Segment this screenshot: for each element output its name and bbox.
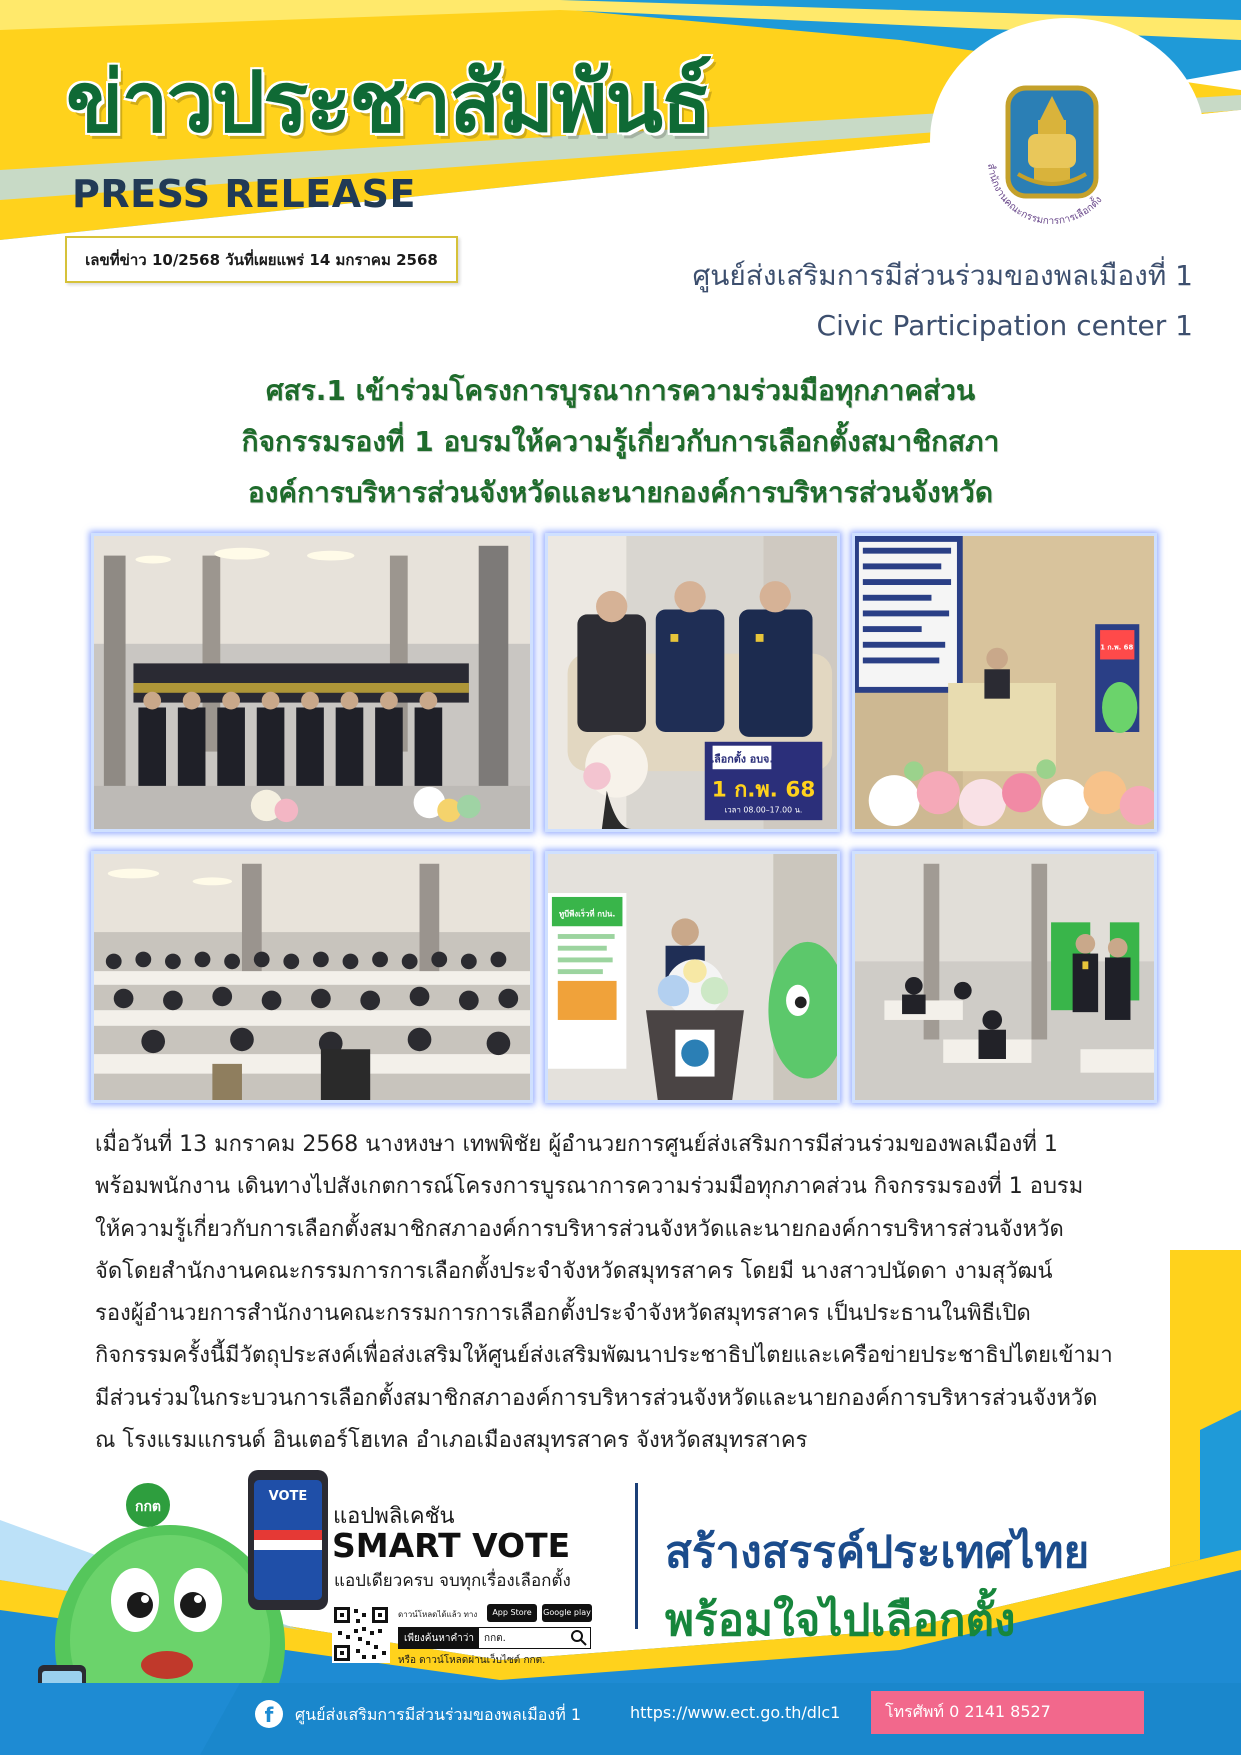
search-icon [570,1629,588,1647]
qr-code[interactable] [332,1605,390,1663]
body-line-2: พร้อมพนักงาน เดินทางไปสังเกตการณ์โครงการบูรณาการความร่วมมือทุกภาคส่วน กิจกรรมรองที่ 1 อบรม [95,1174,1084,1200]
photo-speaker-podium [852,533,1157,832]
phone-number: โทรศัพท์ 0 2141 8527 [885,1702,1051,1721]
phone-screen-text: VOTE [268,1489,308,1504]
app-store-badge[interactable]: App Store [487,1604,537,1622]
press-release-subtitle: PRESS RELEASE [72,172,416,216]
body-line-1: เมื่อวันที่ 13 มกราคม 2568 นางหงษา เทพพิชัย ผู้อำนวยการศูนย์ส่งเสริมการมีส่วนร่วมของพลเมืองที่ 1 [95,1132,1058,1157]
poster-date: 1 ก.พ. 68 [711,777,816,803]
search-hint-value: กกต. [484,1632,506,1644]
logo-ring-text: สำนักงานคณะกรรมการการเลือกตั้ง [984,162,1105,228]
body-line-5: รองผู้อำนวยการสำนักงานคณะกรรมการการเลือกตั้งประจำจังหวัดสมุทรสาคร เป็นประธานในพิธีเปิด [95,1301,1031,1327]
headline [0,365,1241,518]
standee-date: 1 ก.พ. 68 [1100,643,1134,652]
banner-divider [635,1483,638,1629]
app-search-hint [398,1627,591,1649]
poster-time: เวลา 08.00–17.00 น. [724,805,803,815]
facebook-icon[interactable]: f [255,1700,283,1728]
search-hint-label: เพียงค้นหาคำว่า [399,1628,479,1648]
app-name: SMART VOTE [332,1526,571,1565]
google-play-badge[interactable]: Google play [542,1604,592,1622]
smart-vote-phone [248,1470,328,1610]
photo-audience [91,851,533,1103]
photo-podium-mascot [545,851,840,1103]
web-download-note: หรือ ดาวน์โหลดผ่านเว็บไซต์ กกต. [398,1655,546,1666]
body-line-6: กิจกรรมครั้งนี้มีวัตถุประสงค์เพื่อส่งเสริมให้ศูนย์ส่งเสริมพัฒนาประชาธิปไตยและเครือข่ายประชาธิปไตยเข้ามา [95,1343,1113,1369]
body-line-3: ให้ความรู้เกี่ยวกับการเลือกตั้งสมาชิกสภาองค์การบริหารส่วนจังหวัดและนายกองค์การบริหารส่วนจังหวัด [95,1216,1064,1242]
headline-line-3: องค์การบริหารส่วนจังหวัดและนายกองค์การบริหารส่วนจังหวัด [247,476,994,509]
center-name-en: Civic Participation center 1 [816,309,1193,342]
photo-group [91,533,533,832]
photo-speakers-standing [852,851,1157,1103]
press-release-title-th: ข่าวประชาสัมพันธ์ [66,53,711,151]
body-line-8: ณ โรงแรมแกรนด์ อินเตอร์โฮเทล อำเภอเมืองสมุทรสาคร จังหวัดสมุทรสาคร [95,1428,808,1454]
slogan-line-2: พร้อมใจไปเลือกตั้ง [665,1595,1016,1646]
app-label: แอปพลิเคชัน [333,1504,455,1529]
slogan-line-1: สร้างสรรค์ประเทศไทย [665,1527,1090,1578]
photo-officials-seated [545,533,840,832]
body-line-7: มีส่วนร่วมในกระบวนการเลือกตั้งสมาชิกสภาองค์การบริหารส่วนจังหวัดและนายกองค์การบริหารส่วนจังหวัด [95,1385,1098,1411]
phone-number-box [871,1691,1144,1734]
download-label: ดาวน์โหลดได้แล้ว ทาง [398,1610,478,1619]
app-tagline: แอปเดียวครบ จบทุกเรื่องเลือกตั้ง [334,1571,571,1591]
headline-line-1: ศสร.1 เข้าร่วมโครงการบูรณาการความร่วมมือทุกภาคส่วน [265,374,976,407]
facebook-page-name[interactable]: ศูนย์ส่งเสริมการมีส่วนร่วมของพลเมืองที่ 1 [295,1705,582,1724]
headline-line-2: กิจกรรมรองที่ 1 อบรมให้ความรู้เกี่ยวกับการเลือกตั้งสมาชิกสภา [241,425,1000,458]
body-line-4: จัดโดยสำนักงานคณะกรรมการการเลือกตั้งประจำจังหวัดสมุทรสาคร โดยมี นางสาวปนัดดา งามสุวัฒน์ [95,1258,1053,1284]
center-name-th: ศูนย์ส่งเสริมการมีส่วนร่วมของพลเมืองที่ 1 [692,259,1193,292]
mascot-badge: กกต [134,1499,162,1515]
news-number-box: เลขที่ข่าว 10/2568 วันที่เผยแพร่ 14 มกราคม 2568 [65,236,458,283]
website-link[interactable]: https://www.ect.go.th/dlc1 [630,1703,841,1722]
poster-title: เลือกตั้ง อบจ. [710,752,774,766]
ect-emblem-logo [968,70,1136,238]
podium-poster-title: ทูบีพีงเร็วที่ กปน. [559,909,616,919]
